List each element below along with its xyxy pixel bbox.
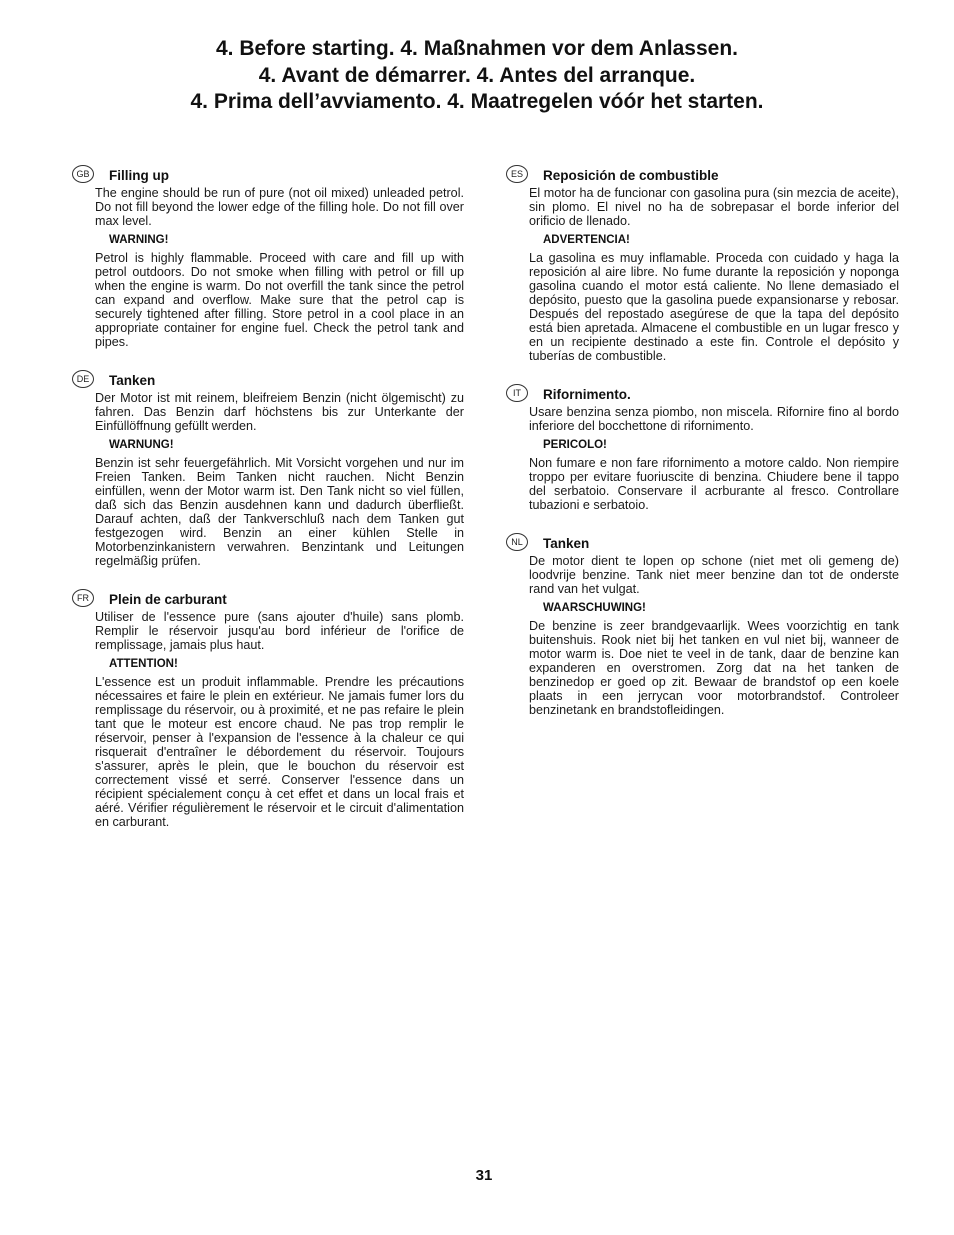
warning-label-nl: WAARSCHUWING!: [543, 602, 646, 614]
warning-label-es: ADVERTENCIA!: [543, 234, 630, 246]
left-column: [72, 168, 464, 829]
warning-text-it: Non fumare e non fare rifornimento a motore caldo. Non riempire troppo per evitare fuoriuscite di benzina. Chiudere bene il tappo del serbatoio. Conservare il acrburante al fresco. Controllare tubazioni e serbatoio.: [529, 456, 899, 512]
warning-label-de: WARNUNG!: [109, 439, 174, 451]
section-intro-gb: The engine should be run of pure (not oil mixed) unleaded petrol. Do not fill beyond the lower edge of the filling hole. Do not fill over max level.: [95, 186, 464, 228]
warning-text-gb: Petrol is highly flammable. Proceed with care and fill up with petrol outdoors. Do not smoke when filling with petrol or fill up when the engine is warm. Do not overfill the tank since the petrol can expand and overflow. Make sure that the petrol cap is securely tightened after filling. Store petrol in a cool place in an appropriate container for engine fuel. Check the petrol tank and pipes.: [95, 251, 464, 349]
language-badge-es: ES: [506, 165, 528, 183]
section-fr: [72, 592, 464, 829]
language-badge-de: DE: [72, 370, 94, 388]
section-heading-nl: Tanken: [543, 536, 590, 551]
section-heading-de: Tanken: [109, 373, 156, 388]
section-intro-de: Der Motor ist mit reinem, bleifreiem Benzin (nicht ölgemischt) zu fahren. Das Benzin darf höchstens bis zur Unterkante der Einfüllöffnung gefüllt werden.: [95, 391, 464, 433]
section-it: [506, 387, 899, 512]
warning-label-gb: WARNING!: [109, 234, 169, 246]
section-intro-fr: Utiliser de l'essence pure (sans ajouter d'huile) sans plomb. Remplir le réservoir jusqu'au bord inférieur de l'orifice de remplissage, jamais plus haut.: [95, 610, 464, 652]
section-heading-it: Rifornimento.: [543, 387, 631, 402]
section-heading-gb: Filling up: [109, 168, 169, 183]
section-intro-es: El motor ha de funcionar con gasolina pura (sin mezcia de aceite), sin plomo. El nivel no ha de sobrepasar el borde inferior del orificio de llenado.: [529, 186, 899, 228]
warning-text-fr: L'essence est un produit inflammable. Prendre les précautions nécessaires et faire le plein en extérieur. Ne jamais fumer lors du remplissage du réservoir, ou à proximité, et ne pas refaire le plein tant que le moteur est encore chaud. Ne pas trop remplir le réservoir, penser à l'expansion de l'essence à la chaleur ce qui risquerait d'entraîner le débordement du réservoir. Toujours s'assurer, après le plein, que le bouchon du réservoir est correctement vissé et serré. Conserver l'essence dans un récipient spécialement conçu à cet effet et dans un local frais et aéré. Vérifier régulièrement le réservoir et le circuit d'alimentation en carburant.: [95, 675, 464, 829]
title-line-1: 4. Before starting. 4. Maßnahmen vor dem Anlassen.: [215, 37, 739, 60]
title-line-3: 4. Prima dell’avviamento. 4. Maatregelen vóór het starten.: [190, 90, 764, 113]
warning-text-nl: De benzine is zeer brandgevaarlijk. Wees voorzichtig en tank buitenshuis. Rook niet bij het tanken en vul niet bij, wanneer de motor warm is. Doe niet te veel in de tank, daar de benzine kan expanderen en overstromen. Zorg dat na het tanken de benzinedop er goed op zit. Bewaar de brandstof op een koele plaats in een jerrycan voor motorbrandstof. Controleer benzinetank en brandstofleidingen.: [529, 619, 899, 717]
language-badge-fr: FR: [72, 589, 94, 607]
title-line-2: 4. Avant de démarrer. 4. Antes del arranque.: [258, 63, 696, 87]
warning-text-es: La gasolina es muy inflamable. Proceda con cuidado y haga la reposición al aire libre. No fume durante la reposición y noponga gasolina cuando el motor está caliente. No llene demasiado el depósito, puesto que la gasolina puede expansionarse y rebosar. Después del repostado asegúrese de que la tapa del depósito está bien apretada. Almacene el combustible en un lugar fresco y en un recipiente destinado a este fin. Controle el depósito y tuberías de combustible.: [529, 251, 899, 363]
section-heading-es: Reposición de combustible: [543, 168, 719, 183]
section-es: [506, 168, 899, 363]
section-intro-it: Usare benzina senza piombo, non miscela. Rifornire fino al bordo inferiore del bocchettone di rifornimento.: [529, 405, 899, 433]
language-badge-gb: GB: [72, 165, 94, 183]
warning-text-de: Benzin ist sehr feuergefährlich. Mit Vorsicht vorgehen und nur im Freien Tanken. Beim Tanken nicht rauchen. Nicht Benzin einfüllen, wenn der Motor warm ist. Den Tank nicht so viel füllen, daß sich das Benzin ausdehnen kann und dadurch überfließt. Darauf achten, daß der Tankverschluß nach dem Tanken gut festgezogen wird. Benzin an einer kühlen Stelle in Motorbenzinkanistern verwahren. Benzintank und Leitungen regelmäßig prüfen.: [95, 456, 464, 568]
section-de: [72, 373, 464, 568]
page-title: [0, 36, 954, 116]
section-heading-fr: Plein de carburant: [109, 592, 227, 607]
page-number: 31: [475, 1167, 493, 1184]
warning-label-it: PERICOLO!: [543, 439, 607, 451]
language-badge-nl: NL: [506, 533, 528, 551]
section-nl: [506, 536, 899, 717]
warning-label-fr: ATTENTION!: [109, 658, 178, 670]
section-intro-nl: De motor dient te lopen op schone (niet met oli gemeng de) loodvrije benzine. Tank niet meer benzine dan tot de onderste rand van het vulgat.: [529, 554, 899, 596]
right-column: [506, 168, 899, 717]
language-badge-it: IT: [506, 384, 528, 402]
section-gb: [72, 168, 464, 349]
